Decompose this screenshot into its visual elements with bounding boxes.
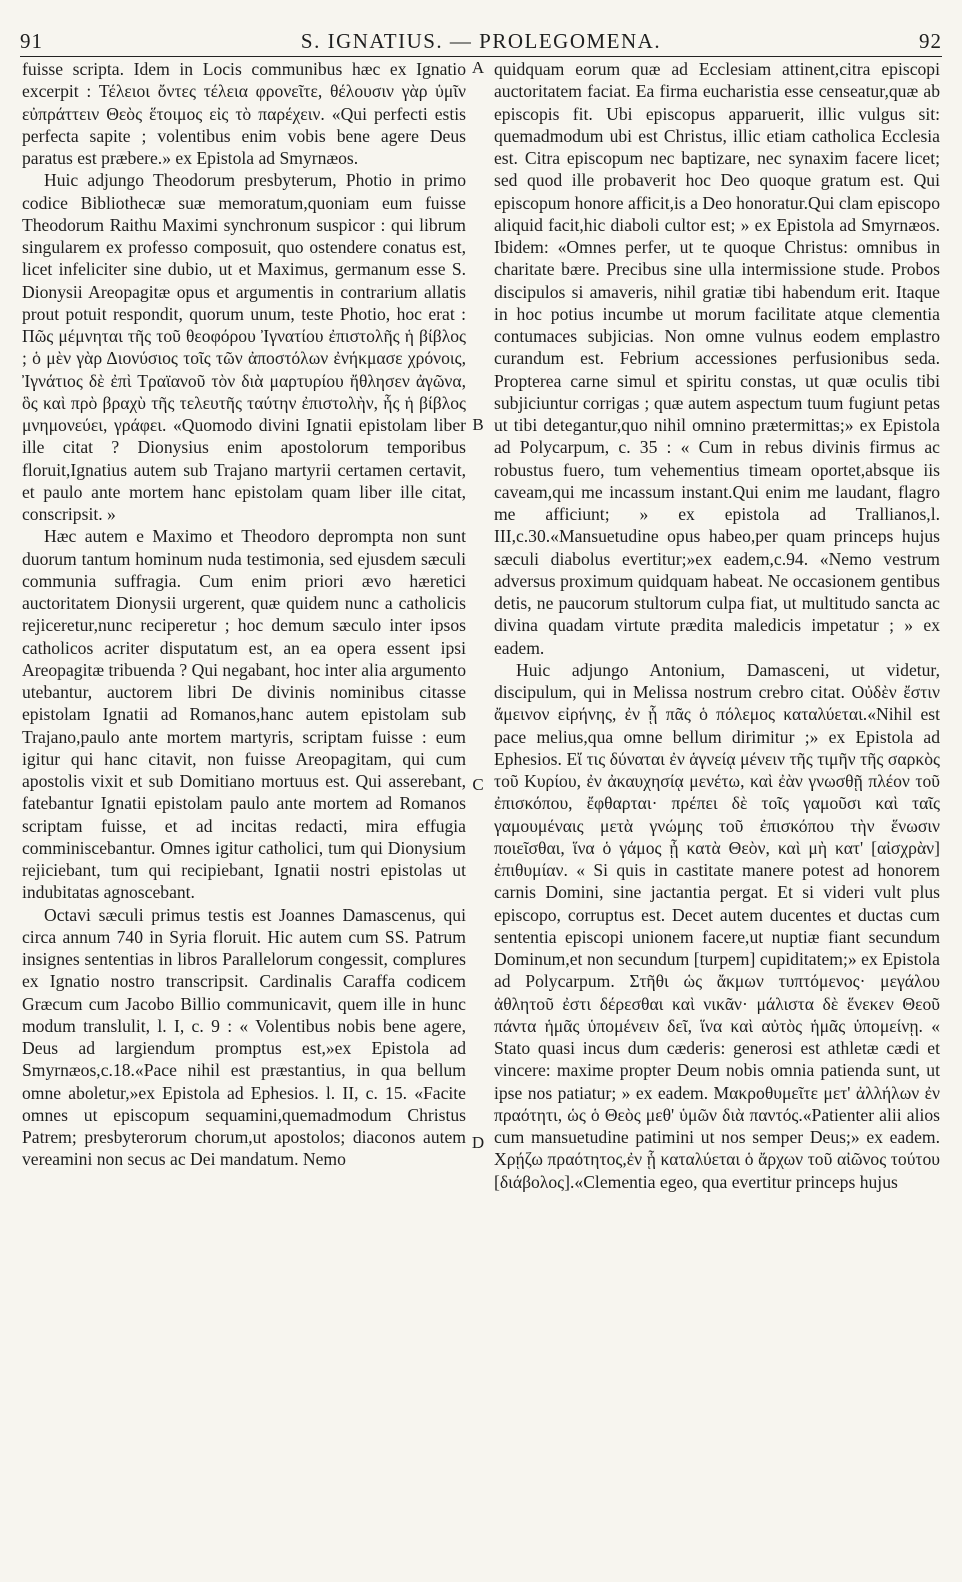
right-column — [494, 58, 940, 1193]
running-header — [20, 20, 942, 57]
section-marker-b: B — [472, 415, 484, 434]
right-paragraph-1: quidquam eorum quæ ad Ecclesiam attinent,citra episcopi auctoritatem faciat. Ea firma eucharistia esse censeatur,quæ ab episcopis fit. Ubi episcopus apparuerit, illic vulgus sit: quemadmodum ubi est Christus, illic etiam catholica Ecclesia est. Citra episcopum nec baptizare, nec synaxim facere licet; sed quod ille probaverit hoc Deo quoque gratum est. Qui episcopum honore afficit,is a Deo honoratur.Qui clam episcopo aliquid facit,hic diaboli cultor est; » ex Epistola ad Smyrnæos. Ibidem: «Omnes perfer, ut te quoque Christus: omnibus in charitate bære. Precibus sine ulla intermissione stude. Probos discipulos si amaveris, nihil gratiæ tibi habendum erit. Itaque in hoc potius incumbe ut morum facilitate atque clementia contumaces subjicias. Non omne vulnus eodem emplastro curandum est. Febrium accessiones perfusionibus seda. Propterea carne simul et spiritu constas, ut quæ oculis tibi subjiciuntur corrigas ; quæ autem aspectum tuum fugiunt petas ut tibi detegantur,quo nihil omnino prætermittas;» ex Epistola ad Polycarpum, c. 35 : « Cum in rebus divinis firmus ac robustus fuero, tum vehementius timeam oportet,absque iis caveam,qui me incassum instant.Qui enim me laudant, flagro me afficiunt; » ex epistola ad Trallianos,l. III,c.30.«Mansuetudine opus habeo,per quam princeps hujus sæculi diabolus evertitur;»ex eadem,c.94. «Nemo vestrum adversus proximum quidquam habeat. Ne occasionem gentibus detis, ne paucorum stultorum culpa fiat, ut multitudo sancta ac divina quadam virtute prædita maledicis impetatur ; » ex eadem. — [494, 59, 940, 658]
section-marker-d: D — [471, 1133, 485, 1152]
left-paragraph-1: fuisse scripta. Idem in Locis communibus hæc ex Ignatio excerpit : Τέλειοι ὄντες τέλεια φρονεῖτε, θέλουσιν γὰρ ὑμῖν εὐπράττειν Θεὸς ἕτοιμος εἰς τὸ παρέχειν. «Qui perfecti estis perfecta sapite ; volentibus enim vobis bene agere Deus paratus est præbere.» ex Epistola ad Smyrnæos. — [22, 59, 466, 168]
section-marker-c: C — [472, 775, 484, 794]
right-paragraph-2: Huic adjungo Antonium, Damasceni, ut videtur, discipulum, qui in Melissa nostrum crebro citat. Οὐδὲν ἔστιν ἄμεινον εἰρήνης, ἐν ᾗ πᾶς ὁ πόλεμος καταλύεται.«Nihil est pace melius,qua omne bellum dirimitur ;» ex Epistola ad Ephesios. Εἴ τις δύναται ἐν ἁγνείᾳ μένειν τῆς τιμῆν τῆς σαρκὸς τοῦ Κυρίου, ἐν ἀκαυχησίᾳ μενέτω, καὶ ἐὰν γνωσθῇ πλέον τοῦ ἐπισκόπου, ἔφθαρται· πρέπει δὲ τοῖς γαμοῦσι καὶ ταῖς γαμουμέναις μετὰ γνώμης τοῦ ἐπισκόπου τὴν ἕνωσιν ποιεῖσθαι, ἵνα ὁ γάμος ᾖ κατὰ Θεὸν, καὶ μὴ κατ' [αἰσχρὰν] ἐπιθυμίαν. « Si quis in castitate manere potest ad honorem carnis Domini, sine jactantia pergat. Et si videri vult plus episcopo, corruptus est. Decet autem ducentes et ductas cum sententia episcopi unionem facere,ut nuptiæ fiant secundum Dominum,et non secundum [turpem] cupiditatem;» ex Epistola ad Polycarpum. Στῆθι ὡς ἄκμων τυπτόμενος· μεγάλου ἀθλητοῦ ἐστι δέρεσθαι καὶ νικᾶν· μάλιστα δὲ ἕνεκεν Θεοῦ πάντα ἡμᾶς ὑπομένειν δεῖ, ἵνα καὶ αὐτὸς ἡμᾶς ὑπομείνῃ. « Stato quasi incus dum cæderis: generosi est athletæ cædi et vincere: maxime propter Deum nobis omnia patienda sunt, ut ipse nos patiatur; » ex eadem. Μακροθυμεῖτε μετ' ἀλλήλων ἐν πραότητι, ὡς ὁ Θεὸς μεθ' ὑμῶν διὰ παντός.«Patienter alii alios cum mansuetudine patimini ut nos semper Deus;» ex eadem. Χρῄζω πραότητος,ἐν ᾗ καταλύεται ὁ ἄρχων τοῦ αἰῶνος τούτου [διάβολος].«Clementia egeo, qua evertitur princeps hujus — [494, 659, 940, 1192]
left-column — [22, 58, 466, 1171]
running-title: S. IGNATIUS. — PROLEGOMENA. — [300, 29, 662, 53]
page-number-right: 92 — [919, 29, 942, 53]
page-number-left: 91 — [20, 29, 43, 53]
section-marker-a: A — [471, 58, 485, 77]
left-paragraph-2: Huic adjungo Theodorum presbyterum, Photio in primo codice Bibliothecæ suæ memoratum,quoniam eum fuisse Theodorum Raithu Maximi synchronum suspicor : qui librum singularem ex professo composuit, quo ostendere conatus est, licet infeliciter sine dubio, ut et Maximus, germanum esse S. Dionysii Areopagitæ opus et argumentis in contrarium allatis prout potuit respondit, quorum unum, teste Photio, hoc erat : Πῶς μέμνηται τῆς τοῦ θεοφόρου Ἰγνατίου ἐπιστολῆς ἡ βίβλος ; ὁ μὲν γὰρ Διονύσιος τοῖς τῶν ἀποστόλων ἐνήκμασε χρόνοις, Ἰγνάτιος δὲ ἐπὶ Τραϊανοῦ τὸν διὰ μαρτυρίου ἤθλησεν ἀγῶνα, ὃς καὶ πρὸ βραχὺ τῆς τελευτῆς ταύτην ἐπιστολὴν, ἧς ἡ βίβλος μνημονεύει, γράφει. «Quomodo divini Ignatii epistolam liber ille citat ? Dionysius enim apostolorum temporibus floruit,Ignatius autem sub Trajano martyrii certamen certavit, et paulo ante mortem hanc epistolam quam liber ille citat, conscripsit. » — [22, 170, 466, 524]
left-paragraph-3: Hæc autem e Maximo et Theodoro deprompta non sunt duorum tantum hominum nuda testimonia, sed ejusdem sæculi communia suffragia. Cum enim priori ævo hæretici auctoritatem Dionysii urgerent, quæ quidem nunc a catholicis rejiceretur,nunc reciperetur ; hoc demum sæculo inter ipsos catholicos acriter disputatum est, an ea opera essent ipsi Areopagitæ tribuenda ? Qui negabant, hoc inter alia argumento utebantur, auctorem libri De divinis nominibus citasse epistolam Ignatii ad Romanos,hanc autem epistolam sub Trajano,paulo ante mortem martyris, scriptam fuisse : eum igitur qui hanc citavit, non fuisse Areopagitam, qui cum apostolis vixit et sub Domitiano mortuus est. Qui asserebant, fatebantur Ignatii epistolam paulo ante mortem ad Romanos scriptam fuisse, et ad incitas redacti, mira effugia comminiscebantur. Omnes igitur catholici, tum qui Dionysium rejiciebant, tum qui recipiebant, Ignatii nostri epistolas ut indubitatas agnoscebant. — [22, 526, 466, 903]
left-paragraph-4: Octavi sæculi primus testis est Joannes Damascenus, qui circa annum 740 in Syria floruit. Hic autem cum SS. Patrum insignes sententias in libros Parallelorum congessit, complures ex Ignatio nostro transcripsit. Cardinalis Caraffa codicem Græcum cum Jacobo Billio communicavit, quem ille in hunc modum translulit, l. I, c. 9 : « Volentibus nobis bene agere, Deus ad largiendum promptus est,»ex Epistola ad Smyrnæos,c.18.«Pace nihil est præstantius, in qua bellum omne aboletur,»ex Epistola ad Ephesios. l. II, c. 15. «Facite omnes ut episcopum sequamini,quemadmodum Christus Patrem; presbyterorum chorum,ut apostolos; diaconos autem vereamini non secus ac Dei mandatum. Nemo — [22, 904, 466, 1170]
